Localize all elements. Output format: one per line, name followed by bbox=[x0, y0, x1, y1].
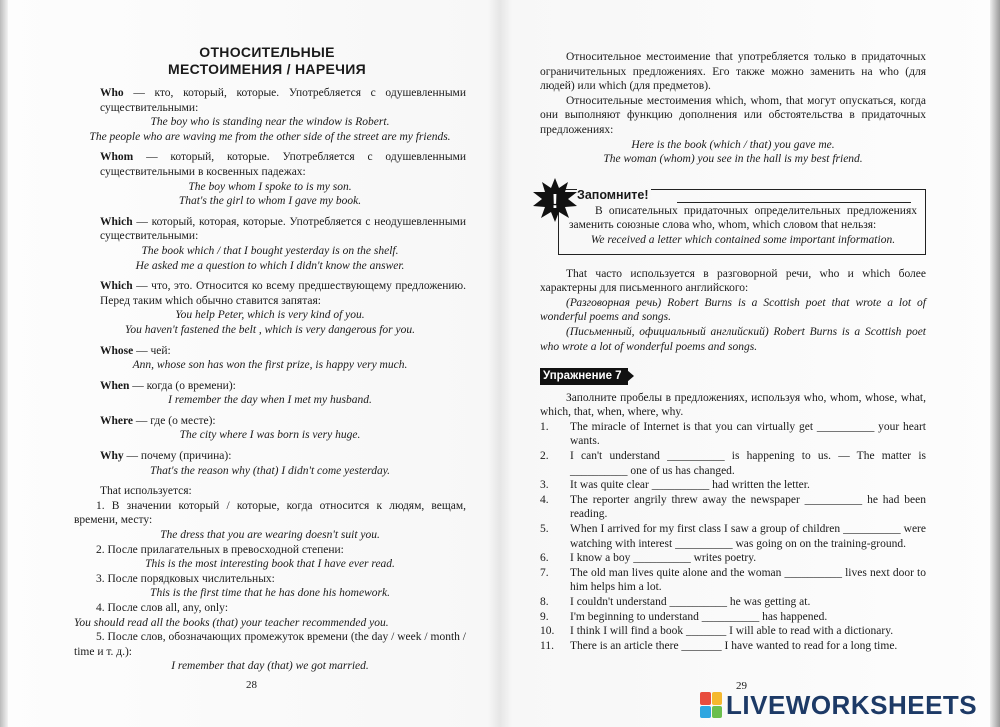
exercise-item bbox=[540, 595, 926, 610]
item-text: There is an article there _______ I have wanted to read for a long time. bbox=[570, 639, 898, 652]
arrow-right-icon bbox=[627, 370, 634, 382]
item-text: The reporter angrily threw away the newspaper __________ he had been reading. bbox=[570, 493, 926, 521]
item-text: It was quite clear __________ had written the letter. bbox=[570, 479, 810, 492]
whose-entry: Whose — чей: Ann, whose son has won the first prize, is happy very much. bbox=[74, 344, 466, 373]
example: The boy whom I spoke to is my son. bbox=[188, 180, 352, 193]
paragraph: Относительное местоимение that употребляется только в придаточных ограничительных предложениях. Его также можно заменить на who (для людей) или which (для предметов). bbox=[540, 51, 926, 93]
exercise-title: Упражнение 7 bbox=[540, 368, 628, 385]
item-text: I couldn't understand __________ he was getting at. bbox=[570, 596, 811, 608]
exercise-item bbox=[540, 522, 926, 551]
example: The people who are waving me from the other side of the street are my friends. bbox=[89, 130, 451, 143]
left-page bbox=[74, 44, 466, 674]
example: That's the girl to whom I gave my book. bbox=[178, 195, 362, 208]
who-entry: Who — кто, который, которые. Употребляется с одушевленными существительными: The boy who is standing near the window is Robert. The people who are waving me from the other side of the street are my friends. bbox=[74, 86, 466, 144]
item-number: 1. bbox=[540, 420, 549, 433]
logo-tiles-icon bbox=[700, 692, 722, 718]
logo-text: LIVEWORKSHEETS bbox=[726, 689, 978, 720]
example: Here is the book (which / that) you gave me. bbox=[631, 138, 835, 151]
exercise-instruction: Заполните пробелы в предложениях, используя who, whom, whose, what, which, that, when, where, why. bbox=[540, 391, 926, 419]
item-number: 2. bbox=[540, 450, 549, 463]
example: You haven't fastened the belt , which is very dangerous for you. bbox=[124, 323, 416, 336]
example: The city where I was born is very huge. bbox=[179, 429, 361, 442]
title-rule bbox=[677, 202, 911, 203]
example: He asked me a question to which I didn't know the answer. bbox=[135, 259, 405, 272]
example: You help Peter, which is very kind of you. bbox=[175, 309, 365, 322]
that-usage: That используется: 1. В значении который / которые, когда относится к людям, вещам, времени, месту: The dress that you are wearing doesn't suit you. 2. После прилагательных в превосходной степени: This is the most interesting book that I have ever read. 3. После порядковых числительных: This is the first time that he has done his homework. 4. После слов all, any, only: You should read all the books (that) your teacher recommended you. 5. После слов, обозначающих промежуток времени (the day / week / month / time и т. д.): I remember that day (that) we got married. bbox=[74, 485, 466, 673]
exercise-item bbox=[540, 566, 926, 595]
example: The boy who is standing near the window is Robert. bbox=[150, 116, 390, 129]
box-text: В описательных придаточных определительных предложениях заменить союзные слова who, whom, which словом that нельзя: bbox=[569, 204, 917, 232]
exercise-label bbox=[540, 364, 926, 391]
item-text: When I arrived for my first class I saw a group of children __________ were watching with interest __________ was going on on the training-ground. bbox=[570, 523, 926, 550]
exercise-item bbox=[540, 493, 926, 522]
example: Ann, whose son has won the first prize, is happy very much. bbox=[132, 359, 408, 372]
item-text: I know a boy __________ writes poetry. bbox=[570, 552, 757, 565]
right-page bbox=[540, 50, 926, 653]
page-heading: ОТНОСИТЕЛЬНЫЕ МЕСТОИМЕНИЯ / НАРЕЧИЯ bbox=[168, 44, 366, 77]
exercise-item bbox=[540, 420, 926, 449]
why-entry: Why — почему (причина): That's the reason why (that) I didn't come yesterday. bbox=[74, 449, 466, 478]
item-number: 7. bbox=[540, 566, 549, 579]
exercise-item bbox=[540, 551, 926, 566]
which-entry-2: Which — что, это. Относится ко всему предшествующему предложению. Перед таким which обычно ставится запятая: You help Peter, which is very kind of you. You haven't fastened the belt , which is very dangerous for you. bbox=[74, 279, 466, 337]
item-number: 6. bbox=[540, 552, 549, 565]
item-text: I'm beginning to understand __________ has happened. bbox=[570, 610, 828, 623]
item-text: I think I will find a book _______ I will able to read with a dictionary. bbox=[570, 625, 894, 638]
item-number: 3. bbox=[540, 479, 549, 492]
exercise-item bbox=[540, 639, 926, 654]
exclamation-burst-icon bbox=[533, 178, 577, 222]
example: The book which / that I bought yesterday is on the shelf. bbox=[141, 244, 399, 257]
where-entry: Where — где (о месте): The city where I was born is very huge. bbox=[74, 414, 466, 443]
exercise-list bbox=[540, 420, 926, 654]
item-number: 4. bbox=[540, 493, 549, 506]
item-number: 5. bbox=[540, 523, 549, 536]
exercise-item bbox=[540, 449, 926, 478]
page-edge-right bbox=[990, 0, 1000, 727]
example: The woman (whom) you see in the hall is my best friend. bbox=[603, 153, 863, 166]
example: (Письменный, официальный английский) Robert Burns is a Scottish poet who wrote a lot of wonderful poems and songs. bbox=[540, 325, 926, 353]
exercise-item bbox=[540, 624, 926, 639]
box-example: We received a letter which contained some important information. bbox=[590, 233, 896, 246]
when-entry: When — когда (о времени): I remember the day when I met my husband. bbox=[74, 379, 466, 408]
page-number-left: 28 bbox=[246, 679, 257, 691]
paragraph: Относительные местоимения which, whom, that могут опускаться, когда они выполняют функцию дополнения или обстоятельства в придаточных предложениях: bbox=[540, 94, 926, 136]
item-text: I can't understand __________ is happening to us. — The matter is __________ one of us has changed. bbox=[570, 450, 926, 477]
page-number-right: 29 bbox=[736, 680, 747, 692]
example: (Разговорная речь) Robert Burns is a Scottish poet that wrote a lot of wonderful poems and songs. bbox=[540, 296, 926, 324]
exercise-item bbox=[540, 610, 926, 625]
exercise-item bbox=[540, 478, 926, 493]
remember-title: Запомните! bbox=[577, 187, 649, 202]
remember-box bbox=[551, 187, 926, 255]
paragraph: That часто используется в разговорной речи, who и which более характерны для письменного английского: bbox=[540, 267, 926, 295]
whom-entry: Whom — который, которые. Употребляется с одушевленными существительными в косвенных падежах: The boy whom I spoke to is my son. That's the girl to whom I gave my book. bbox=[74, 150, 466, 208]
item-number: 11. bbox=[540, 639, 554, 652]
example: That's the reason why (that) I didn't come yesterday. bbox=[149, 464, 391, 477]
which-entry-1: Which — который, которая, которые. Употребляется с неодушевленными существительными: The book which / that I bought yesterday is on the shelf. He asked me a question to which I didn't know the answer. bbox=[74, 215, 466, 273]
item-text: The old man lives quite alone and the woman __________ lives next door to him helps him a lot. bbox=[570, 566, 926, 594]
item-text: The miracle of Internet is that you can virtually get __________ your heart wants. bbox=[570, 420, 926, 448]
item-number: 8. bbox=[540, 596, 549, 608]
liveworksheets-logo bbox=[700, 690, 977, 720]
item-number: 9. bbox=[540, 610, 549, 623]
svg-text:!: ! bbox=[551, 190, 559, 213]
page-edge-left bbox=[0, 0, 8, 727]
example: I remember the day when I met my husband. bbox=[168, 394, 372, 407]
item-number: 10. bbox=[540, 625, 555, 638]
